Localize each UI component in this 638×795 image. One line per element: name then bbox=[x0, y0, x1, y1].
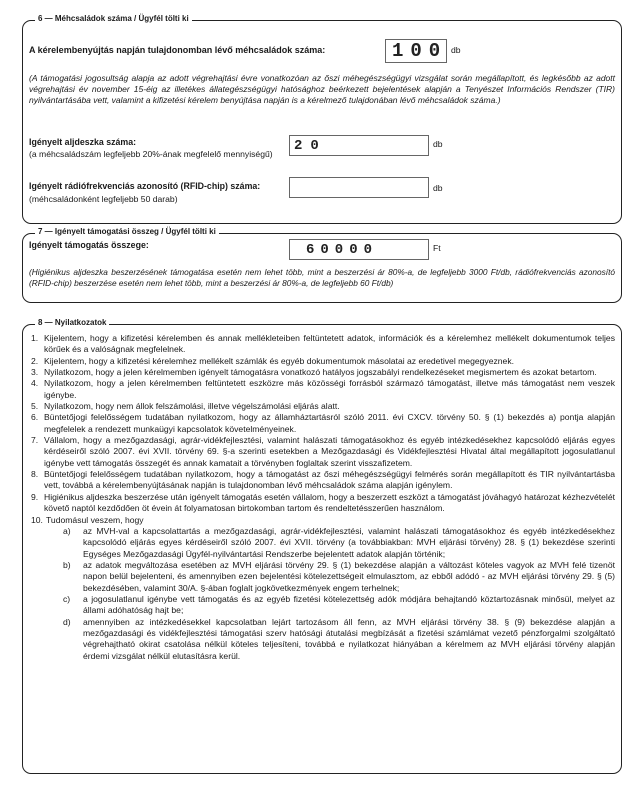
acknowledgement-item bbox=[31, 560, 615, 594]
declaration-text: Tudomásul veszem, hogy bbox=[46, 514, 144, 525]
section-8-title: 8 — Nyilatkozatok bbox=[35, 318, 109, 329]
section-7-title: 7 — Igényelt támogatási összeg / Ügyfél tölti ki bbox=[35, 227, 219, 238]
declaration-item bbox=[31, 367, 615, 378]
declaration-text: Büntetőjogi felelősségem tudatában nyilatkozom, hogy a támogatást az őszi méhegészségügyi felmérés során megállapított és TIR nyilvántartásba vett, továbbá a kérelembenyújtásának napján is tulajdonomban lévő méhcsaládok száma alapján igénylem. bbox=[44, 469, 615, 491]
support-amount-unit: Ft bbox=[433, 243, 441, 253]
declaration-text: Kijelentem, hogy a kifizetési kérelemhez mellékelt számlák és egyéb dokumentumok másolatai az eredetivel megegyeznek. bbox=[44, 355, 515, 366]
acknowledgement-item bbox=[31, 617, 615, 662]
declarations-body bbox=[31, 333, 615, 662]
hive-count-unit: db bbox=[451, 45, 461, 55]
acknowledgement-text: az MVH-val a kapcsolattartás a mezőgazdasági, agrár-vidékfejlesztési, valamint halászati támogatásokhoz és egyéb intézkedésekhez kapcsolódó eljárás egyes kérdéseiről szóló 2007. évi XVII. törvény (a továbbiakban: MVH eljárási törvény) 28. § (1) bekezdése szerinti Egységes Mezőgazdasági Ügyfél-nyilvántartási Rendszerbe bejelentett adatok alapján történik; bbox=[83, 525, 615, 559]
rfid-label: Igényelt rádiófrekvenciás azonosító (RFID-chip) száma: bbox=[29, 181, 261, 191]
support-amount-field[interactable] bbox=[289, 239, 429, 260]
declaration-item bbox=[31, 378, 615, 401]
section-8-declarations bbox=[22, 318, 622, 774]
declaration-number: 6. bbox=[31, 412, 39, 423]
acknowledgement-letter: d) bbox=[63, 616, 71, 627]
floor-board-value: 20 bbox=[294, 138, 327, 154]
declaration-number: 2. bbox=[31, 355, 39, 366]
support-amount-note: (Higiénikus aljdeszka beszerzésének támogatása esetén nem lehet több, mint a beszerzési ár 80%-a, de legfeljebb 3000 Ft/db, rádiófrekvenciás azonosító (RFID-chip) beszerzése esetén nem lehet több, mint a beszerzési ár 80%-a, de legfeljebb 60 Ft/db) bbox=[29, 267, 615, 288]
declaration-item bbox=[31, 356, 615, 367]
support-amount-label: Igényelt támogatás összege: bbox=[29, 240, 149, 250]
declaration-number: 4. bbox=[31, 378, 39, 389]
section-6-hive-count bbox=[22, 14, 622, 224]
declaration-text: Nyilatkozom, hogy a jelen kérelmemben igényelt támogatásra vonatkozó hatályos jogszabályi rendelkezéseket megismertem és azokat betartom. bbox=[44, 367, 597, 378]
hive-count-value: 100 bbox=[392, 40, 448, 62]
declarations-list bbox=[31, 333, 615, 526]
acknowledgement-text: a jogosulatlanul igénybe vett támogatás és az egyéb fizetési kötelezettség adók módjára behajtandó köztartozásnak minősül, melyet az állami adóhatóság hajt be; bbox=[83, 593, 615, 616]
acknowledgement-letter: a) bbox=[63, 525, 71, 536]
acknowledgement-letter: b) bbox=[63, 559, 71, 570]
acknowledgement-item bbox=[31, 526, 615, 560]
floor-board-subtext: (a méhcsaládszám legfeljebb 20%-ának megfelelő mennyiségű) bbox=[29, 149, 273, 159]
hive-count-field[interactable] bbox=[385, 39, 447, 63]
declaration-text: Nyilatkozom, hogy nem állok felszámolási, illetve végelszámolási eljárás alatt. bbox=[44, 401, 340, 412]
acknowledgement-text: az adatok megváltozása esetében az MVH eljárási törvény 29. § (1) bekezdése alapján a változást köteles vagyok az MVH felé tizenöt napon belül bejelenteni, és amennyiben ezen bejelentési kötelezettségeit elmulasztom, az ebből adódó - az MVH eljárási törvény 29. § (5) bekezdésében, valamint 30/A. §-ában foglalt jogkövetkezmények engem terhelnek; bbox=[83, 559, 615, 593]
declaration-number: 10. bbox=[31, 514, 43, 525]
declaration-item bbox=[31, 401, 615, 412]
hive-count-label: A kérelembenyújtás napján tulajdonomban lévő méhcsaládok száma: bbox=[29, 45, 326, 55]
declaration-number: 9. bbox=[31, 491, 39, 502]
declaration-item bbox=[31, 333, 615, 356]
declaration-text: Vállalom, hogy a mezőgazdasági, agrár-vidékfejlesztési, valamint halászati támogatásokhoz és egyéb intézkedésekhez kapcsolódó eljárás egyes kérdéseiről szóló 2007. évi XVII. törvény 69. §-a szerinti esetekben a Mezőgazdasági és Vidékfejlesztési Hivatal által megállapított jogosulatlanul igénybe vett támogatás összegét és annak kamatait a törvényben foglaltak szerint visszafizetem. bbox=[44, 435, 615, 468]
floor-board-label: Igényelt aljdeszka száma: bbox=[29, 137, 137, 147]
declaration-item bbox=[31, 492, 615, 515]
declaration-item bbox=[31, 469, 615, 492]
section-6-title: 6 — Méhcsaládok száma / Ügyfél tölti ki bbox=[35, 14, 192, 25]
floor-board-unit: db bbox=[433, 139, 443, 149]
declaration-text: Nyilatkozom, hogy a jelen kérelmemben feltüntetett eszközre más közösségi forrásból származó támogatást, illetve más támogatást nem veszek igénybe. bbox=[44, 378, 615, 400]
floor-board-field[interactable] bbox=[289, 135, 429, 156]
acknowledgement-letter: c) bbox=[63, 593, 71, 604]
acknowledgement-item bbox=[31, 594, 615, 617]
declaration-number: 7. bbox=[31, 435, 39, 446]
declaration-text: Higiénikus aljdeszka beszerzése után igényelt támogatás esetén vállalom, hogy a beszerzett eszközt a támogatást jóváhagyó határozat kézhezvételét követő naptól kezdődően öt évein át folyamatosan birtokomban tartom és rendeltetésszerűen használom. bbox=[44, 491, 615, 514]
declaration-number: 1. bbox=[31, 333, 39, 343]
section-7-support-amount bbox=[22, 227, 622, 303]
declaration-number: 8. bbox=[31, 469, 39, 480]
hive-count-note: (A támogatási jogosultság alapja az adott végrehajtási évre vonatkozóan az őszi méhegészségügyi vizsgálat során megállapított, és legkésőbb az adott végrehajtási év november 15-éig az illetékes állategészségügyi hatósághoz beérkezett bejelentések alapján a Tenyészet Információs Rendszer (TIR) nyilvántartásába vett, valamint a kifizetési kérelem benyújtása napján is a kérelmező tulajdonában lévő méhcsaládok száma.) bbox=[29, 73, 615, 106]
declaration-number: 3. bbox=[31, 367, 39, 378]
declaration-item bbox=[31, 412, 615, 435]
declaration-item bbox=[31, 435, 615, 469]
rfid-subtext: (méhcsaládonként legfeljebb 50 darab) bbox=[29, 194, 178, 204]
declaration-number: 5. bbox=[31, 401, 39, 412]
rfid-unit: db bbox=[433, 183, 443, 193]
declaration-text: Büntetőjogi felelősségem tudatában nyilatkozom, hogy az államháztartásról szóló 2011. évi CXCV. törvény 50. § (1) bekezdés a) pontja alapján megfelelek a rendezett munkaügyi kapcsolatok követelményeinek. bbox=[44, 412, 615, 434]
declaration-item-10 bbox=[31, 515, 615, 526]
declaration-text: Kijelentem, hogy a kifizetési kérelemben és annak mellékleteiben feltüntetett adatok, információk és a kérelemhez mellékelt dokumentumok teljes körűek és a valóságnak megfelelnek. bbox=[44, 333, 615, 355]
support-amount-value: 60000 bbox=[306, 242, 379, 258]
acknowledgement-text: amennyiben az intézkedésekkel kapcsolatban lejárt tartozásom áll fenn, az MVH eljárási törvény 38. § (9) bekezdése alapján a mezőgazdasági és vidékfejlesztési támogatási szerv hatósági átutalási megbízását a fizetési számlámat vezető pénzforgalmi szolgáltató végrehajtható okirat csatolása nélkül köteles teljesíteni, továbbá e nyilatkozat hiányában a kérelmem az MVH eljárási törvény alapján érdemi vizsgálat nélkül elutasításra kerül. bbox=[83, 616, 615, 661]
rfid-field[interactable] bbox=[289, 177, 429, 198]
